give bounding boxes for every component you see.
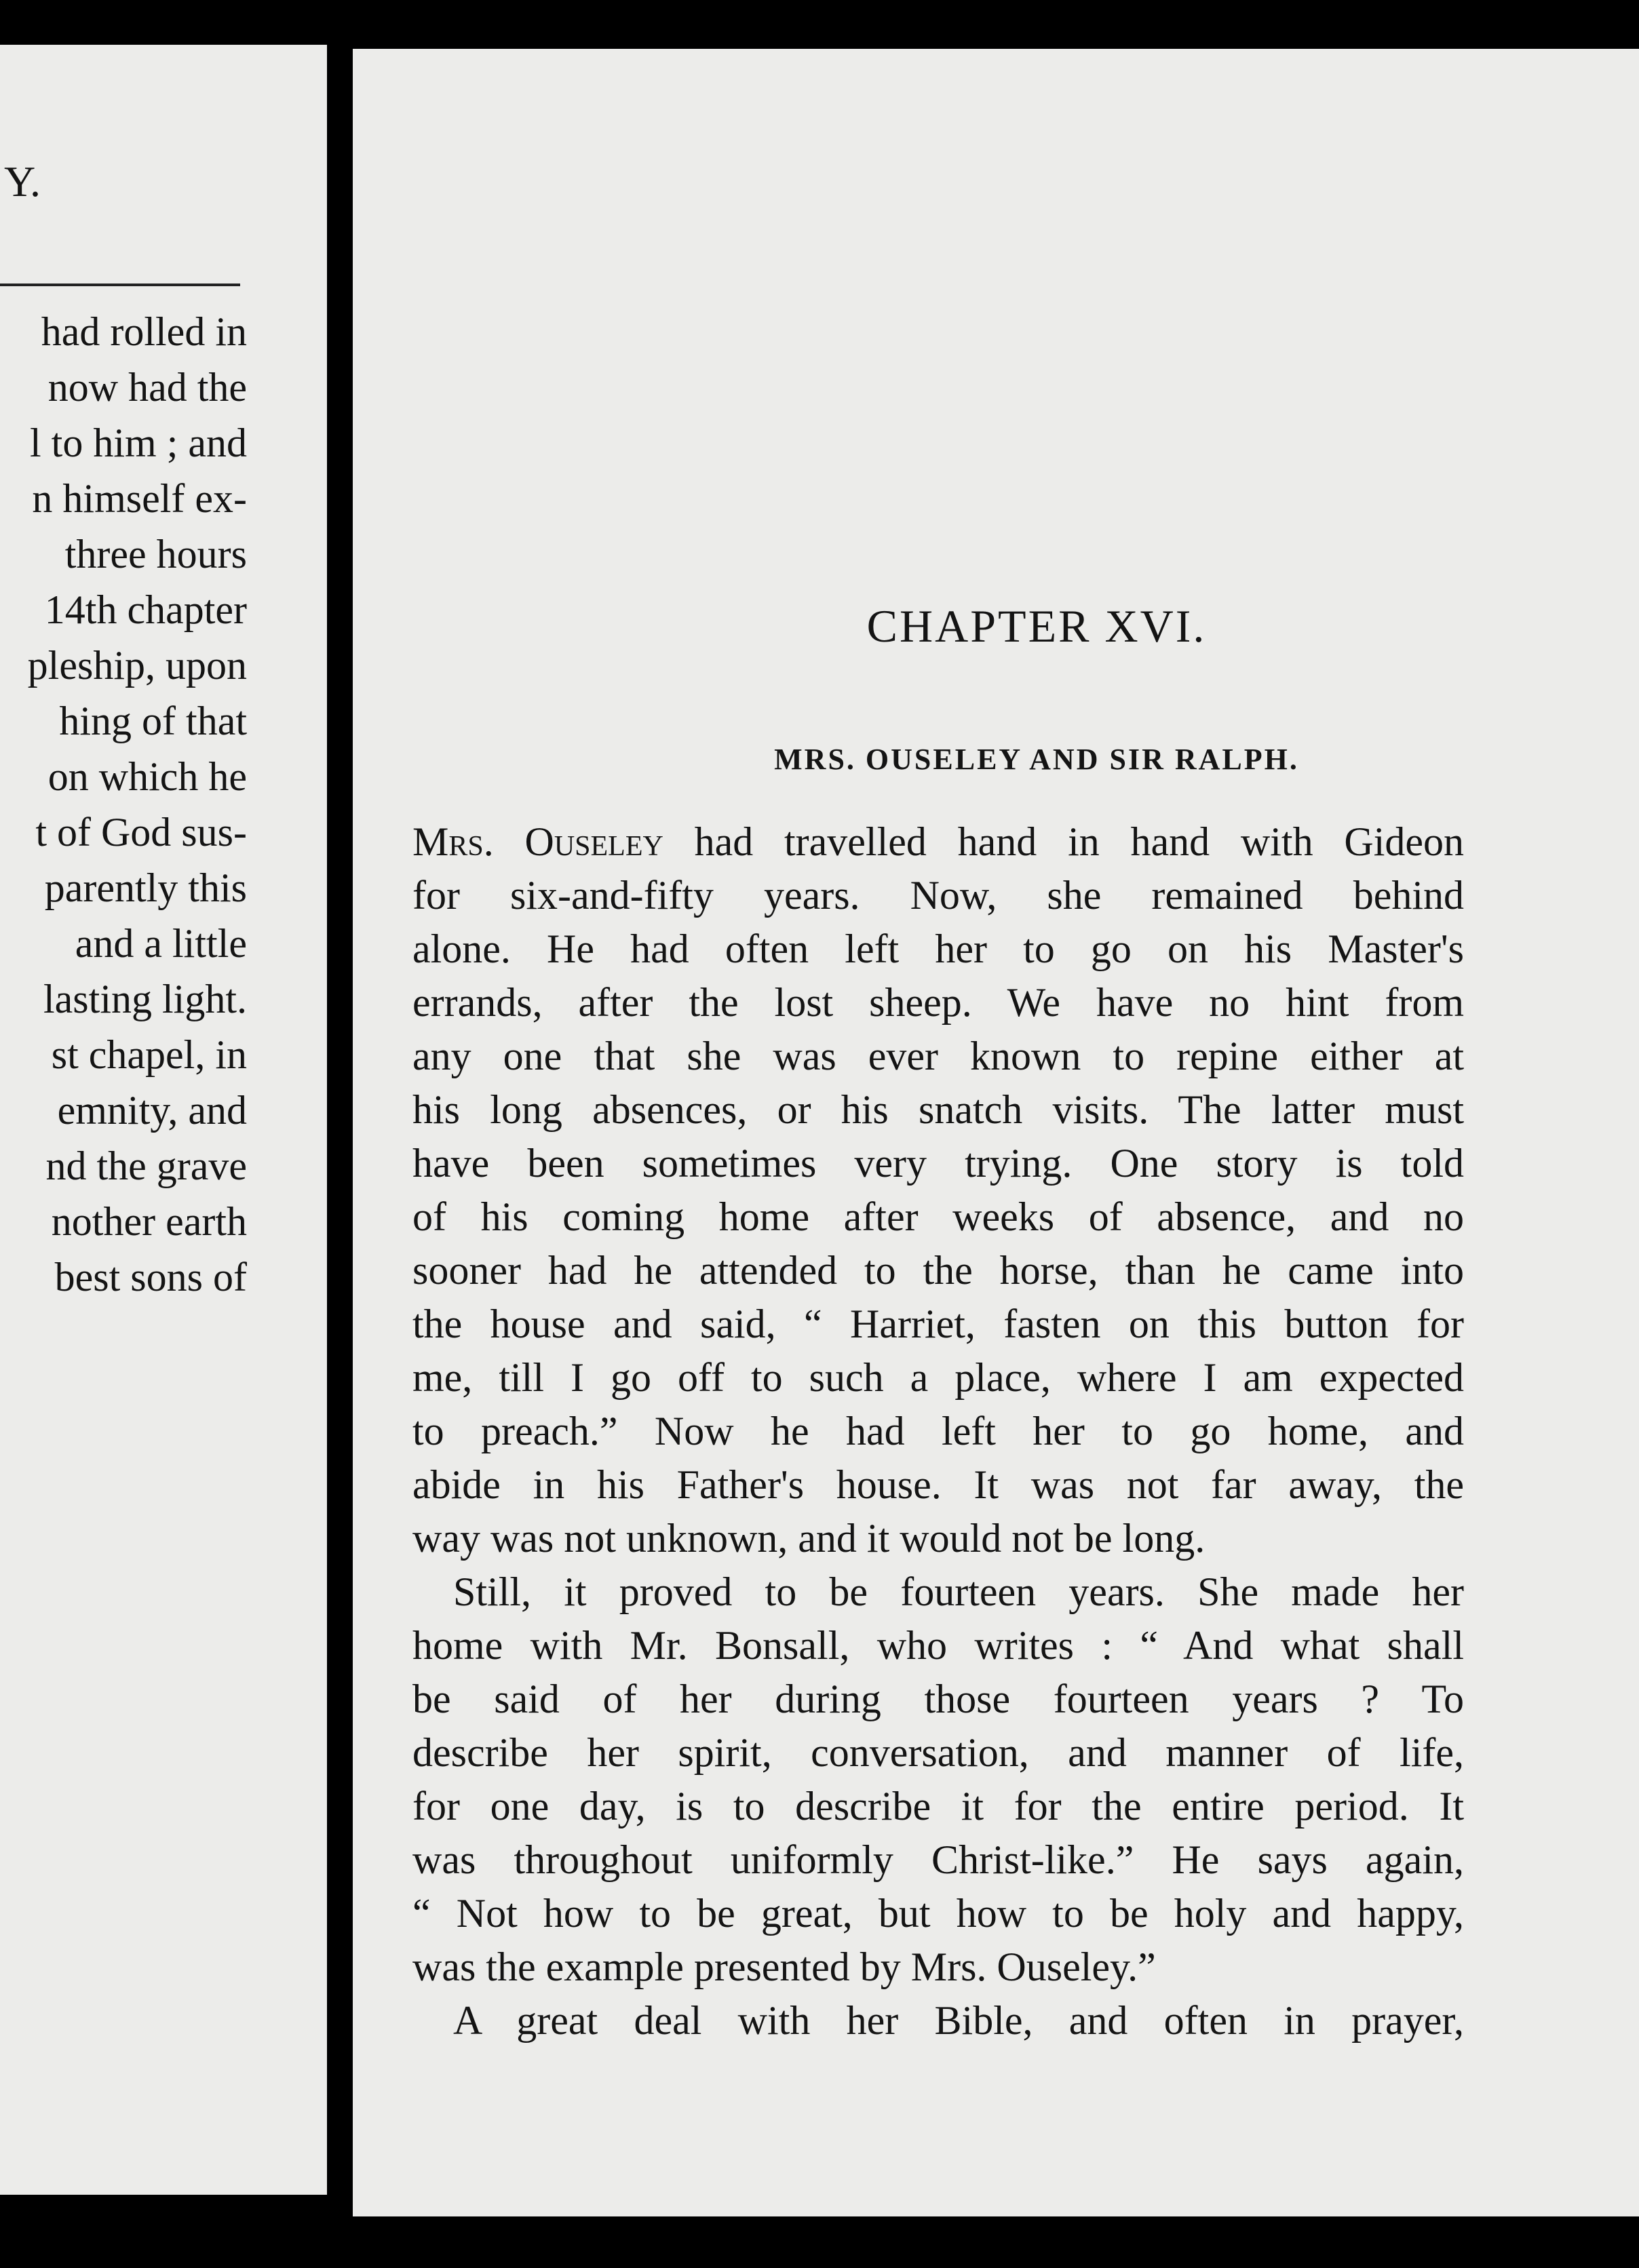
- text-line: was the example presented by Mrs. Ouseley.”: [412, 1944, 1156, 1989]
- text-line: emnity, and: [57, 1088, 247, 1133]
- text-line: to preach.” Now he had left her to go home, and: [412, 1409, 1464, 1453]
- text-line: have been sometimes very trying. One story is told: [412, 1141, 1464, 1186]
- text-line: me, till I go off to such a place, where I am expected: [412, 1355, 1464, 1400]
- text-line: t of God sus-: [35, 810, 247, 855]
- text-line: describe her spirit, conversation, and manner of life,: [412, 1730, 1464, 1775]
- text-line: the house and said, “ Harriet, fasten on this button for: [412, 1302, 1464, 1346]
- text-line: now had the: [47, 365, 247, 410]
- text-line: nd the grave: [45, 1143, 247, 1188]
- text-line: for one day, is to describe it for the entire period. It: [412, 1784, 1464, 1829]
- text-line: n himself ex-: [32, 476, 247, 521]
- text-line: [412, 815, 1464, 869]
- text-line: Still, it proved to be fourteen years. She made her: [453, 1569, 1464, 1614]
- book-gutter: [327, 41, 354, 2211]
- section-title: MRS. OUSELEY AND SIR RALPH.: [774, 743, 1299, 776]
- opening-small-caps: Mrs. Ouseley: [412, 819, 663, 864]
- text-line: 14th chapter: [44, 587, 247, 632]
- text-line: pleship, upon: [27, 643, 247, 688]
- left-page: [0, 45, 327, 2195]
- text-line: alone. He had often left her to go on his Master's: [412, 926, 1464, 971]
- text-line: l to him ; and: [30, 421, 247, 465]
- text-line: his long absences, or his snatch visits. The latter must: [412, 1087, 1464, 1132]
- text-line: A great deal with her Bible, and often in prayer,: [453, 1998, 1464, 2043]
- text-line: way was not unknown, and it would not be long.: [412, 1516, 1206, 1561]
- text-line: and a little: [75, 921, 247, 966]
- left-running-header: Y.: [4, 157, 41, 206]
- chapter-title: CHAPTER XVI.: [866, 600, 1207, 652]
- text-line: was throughout uniformly Christ-like.” He says again,: [412, 1837, 1464, 1882]
- left-page-text: [28, 304, 247, 1305]
- text-line: home with Mr. Bonsall, who writes : “ And what shall: [412, 1623, 1464, 1668]
- text-line: nother earth: [51, 1199, 247, 1244]
- text-line: be said of her during those fourteen years ? To: [412, 1677, 1464, 1721]
- text-line: “ Not how to be great, but how to be holy and happy,: [412, 1891, 1464, 1936]
- text-line: errands, after the lost sheep. We have no hint from: [412, 980, 1464, 1025]
- text-line: st chapel, in: [51, 1032, 247, 1077]
- text-fragment: had travelled hand in hand with Gideon: [663, 819, 1465, 864]
- body-text: [412, 815, 1464, 2048]
- text-line: abide in his Father's house. It was not far away, the: [412, 1462, 1464, 1507]
- text-line: sooner had he attended to the horse, than he came into: [412, 1248, 1464, 1293]
- text-line: parently this: [44, 865, 247, 910]
- text-line: lasting light.: [43, 977, 247, 1021]
- text-line: hing of that: [59, 699, 247, 743]
- text-line: had rolled in: [41, 309, 247, 354]
- text-line: any one that she was ever known to repine either at: [412, 1034, 1464, 1078]
- text-line: best sons of: [54, 1255, 247, 1299]
- text-line: of his coming home after weeks of absence, and no: [412, 1194, 1464, 1239]
- text-line: three hours: [64, 532, 247, 576]
- text-line: on which he: [47, 754, 247, 799]
- header-rule: [0, 284, 240, 286]
- right-page: [353, 49, 1639, 2216]
- text-line: for six-and-fifty years. Now, she remained behind: [412, 873, 1464, 918]
